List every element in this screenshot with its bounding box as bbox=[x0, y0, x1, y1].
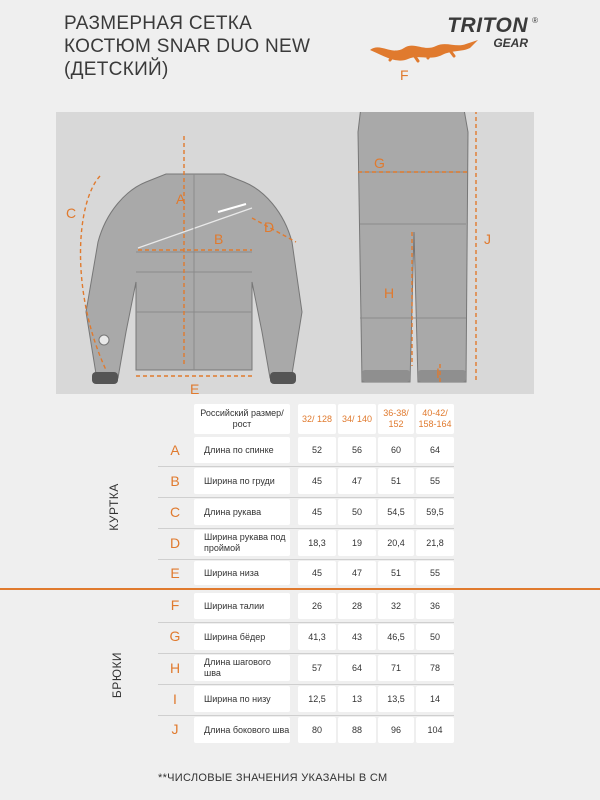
title-line-3: (ДЕТСКИЙ) bbox=[64, 59, 169, 80]
row-label: Ширина низа bbox=[194, 561, 290, 585]
row-letter: G bbox=[169, 628, 181, 644]
row-value: 20,4 bbox=[378, 530, 414, 556]
row-value: 41,3 bbox=[298, 624, 336, 650]
section-label-pants: БРЮКИ bbox=[110, 651, 125, 699]
header-size-2: 34/ 140 bbox=[338, 404, 376, 434]
jacket-drawing bbox=[86, 174, 302, 384]
row-label: Ширина по низу bbox=[194, 686, 290, 712]
row-value: 78 bbox=[416, 655, 454, 681]
row-value: 64 bbox=[416, 437, 454, 463]
row-label: Ширина талии bbox=[194, 593, 290, 619]
row-letter: C bbox=[169, 504, 181, 520]
row-value: 14 bbox=[416, 686, 454, 712]
title-line-2: КОСТЮМ SNAR DUO NEW bbox=[64, 36, 311, 57]
row-value: 18,3 bbox=[298, 530, 336, 556]
row-value: 96 bbox=[378, 717, 414, 743]
dim-label-i: I bbox=[436, 365, 440, 381]
row-value: 13,5 bbox=[378, 686, 414, 712]
row-value: 12,5 bbox=[298, 686, 336, 712]
row-value: 57 bbox=[298, 655, 336, 681]
row-value: 55 bbox=[416, 561, 454, 585]
header-size-1: 32/ 128 bbox=[298, 404, 336, 434]
row-value: 36 bbox=[416, 593, 454, 619]
row-value: 71 bbox=[378, 655, 414, 681]
row-label: Длина по спинке bbox=[194, 437, 290, 463]
row-value: 13 bbox=[338, 686, 376, 712]
row-divider bbox=[158, 715, 454, 716]
row-value: 28 bbox=[338, 593, 376, 619]
row-divider bbox=[158, 528, 454, 529]
title-line-1: РАЗМЕРНАЯ СЕТКА bbox=[64, 13, 253, 34]
row-letter: I bbox=[173, 691, 177, 707]
dim-label-d: D bbox=[264, 219, 275, 235]
row-value: 51 bbox=[378, 561, 414, 585]
row-divider bbox=[158, 684, 454, 685]
row-label: Длина шагового шва bbox=[194, 655, 290, 681]
row-value: 26 bbox=[298, 593, 336, 619]
header-size-3: 36-38/ 152 bbox=[378, 404, 414, 434]
dim-label-e: E bbox=[190, 381, 200, 397]
dim-label-a: A bbox=[176, 191, 186, 207]
units-footnote: **ЧИСЛОВЫЕ ЗНАЧЕНИЯ УКАЗАНЫ В СМ bbox=[158, 772, 388, 784]
row-label: Ширина по груди bbox=[194, 468, 290, 494]
garment-drawing bbox=[56, 112, 534, 397]
row-letter: F bbox=[170, 597, 180, 613]
row-label: Длина бокового шва bbox=[194, 717, 290, 743]
section-divider bbox=[0, 588, 600, 590]
page-title bbox=[64, 12, 310, 81]
row-value: 60 bbox=[378, 437, 414, 463]
row-value: 104 bbox=[416, 717, 454, 743]
row-value: 52 bbox=[298, 437, 336, 463]
row-letter: E bbox=[170, 565, 180, 581]
row-value: 56 bbox=[338, 437, 376, 463]
row-value: 47 bbox=[338, 468, 376, 494]
row-value: 64 bbox=[338, 655, 376, 681]
row-value: 45 bbox=[298, 468, 336, 494]
row-value: 50 bbox=[416, 624, 454, 650]
row-letter: H bbox=[169, 660, 181, 676]
brand-logo bbox=[366, 14, 546, 64]
row-letter: J bbox=[171, 721, 179, 737]
logo-wordmark: TRITON bbox=[447, 14, 528, 37]
logo-subtitle: GEAR bbox=[493, 36, 528, 50]
row-value: 55 bbox=[416, 468, 454, 494]
row-divider bbox=[158, 497, 454, 498]
dim-label-b: B bbox=[214, 231, 224, 247]
row-value: 50 bbox=[338, 499, 376, 525]
row-value: 19 bbox=[338, 530, 376, 556]
dim-label-c: C bbox=[66, 205, 77, 221]
header-size-param: Российский размер/рост bbox=[194, 404, 290, 434]
row-value: 43 bbox=[338, 624, 376, 650]
dim-label-f: F bbox=[400, 67, 409, 83]
row-value: 88 bbox=[338, 717, 376, 743]
row-label: Ширина рукава под проймой bbox=[194, 530, 290, 556]
dim-label-h: H bbox=[384, 285, 395, 301]
row-value: 51 bbox=[378, 468, 414, 494]
row-value: 32 bbox=[378, 593, 414, 619]
row-value: 54,5 bbox=[378, 499, 414, 525]
row-value: 21,8 bbox=[416, 530, 454, 556]
row-value: 46,5 bbox=[378, 624, 414, 650]
row-letter: A bbox=[170, 442, 180, 458]
row-label: Ширина бёдер bbox=[194, 624, 290, 650]
logo-registered-mark: ® bbox=[532, 16, 538, 25]
row-divider bbox=[158, 559, 454, 560]
row-value: 59,5 bbox=[416, 499, 454, 525]
row-label: Длина рукава bbox=[194, 499, 290, 525]
row-letter: B bbox=[170, 473, 180, 489]
row-value: 45 bbox=[298, 499, 336, 525]
row-letter: D bbox=[169, 535, 181, 551]
dim-label-g: G bbox=[374, 155, 385, 171]
header-size-4: 40-42/ 158-164 bbox=[416, 404, 454, 434]
row-value: 47 bbox=[338, 561, 376, 585]
row-divider bbox=[158, 653, 454, 654]
dim-label-j: J bbox=[484, 231, 491, 247]
section-label-jacket: КУРТКА bbox=[106, 483, 121, 531]
row-value: 80 bbox=[298, 717, 336, 743]
row-value: 45 bbox=[298, 561, 336, 585]
row-divider bbox=[158, 466, 454, 467]
pants-drawing bbox=[358, 112, 468, 382]
row-divider bbox=[158, 622, 454, 623]
